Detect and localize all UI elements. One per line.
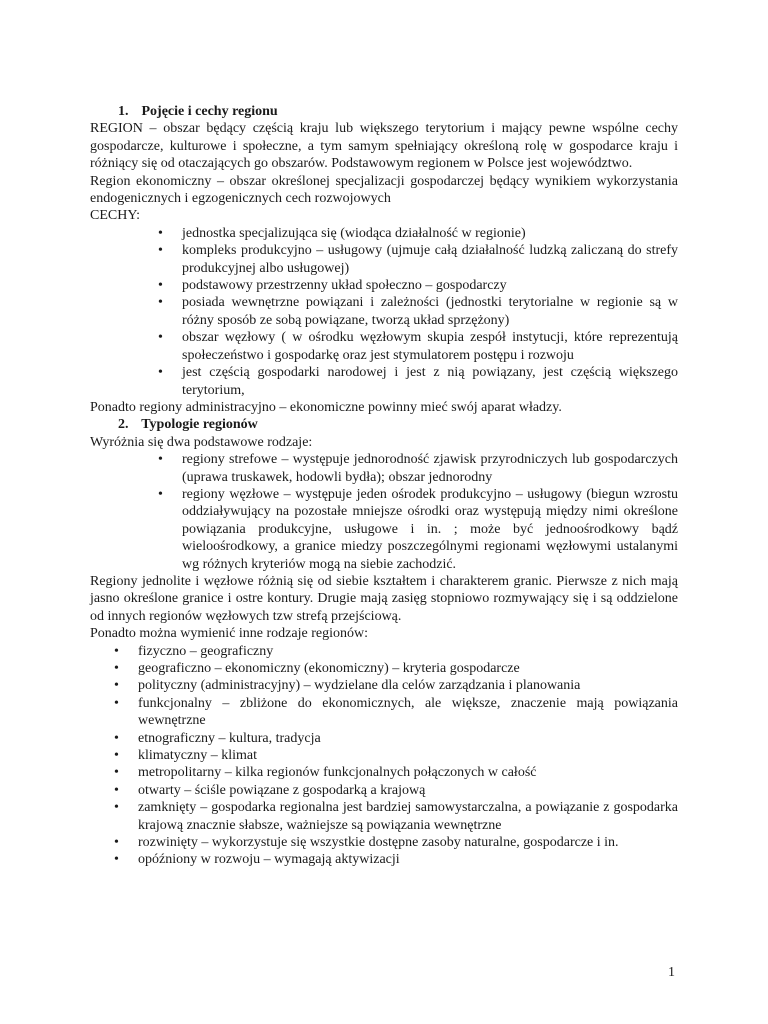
section-title: Pojęcie i cechy regionu [141, 104, 278, 119]
paragraph: REGION – obszar będący częścią kraju lub większego terytorium i mający pewne wspólne cechy gospodarcze, kulturowe i społeczne, a tym samym spełniający określoną rolę w gospodarce kraju i różniący się od otaczających go obszarów. Podstawowym regionem w Polsce jest województwo. [90, 121, 678, 172]
paragraph: Ponadto regiony administracyjno – ekonomiczne powinny mieć swój aparat władzy. [90, 399, 562, 415]
section-heading-2 [90, 416, 678, 433]
list-item: • regiony węzłowe – występuje jeden ośrodek produkcyjno – usługowy (biegun wzrostu oddziaływujący na pozostałe mniejsze ośrodki oraz występują między nimi określone powiązania produkcyjne, usługowe i in. ; może być jednoośrodkowy bądź wieloośrodkowy, a granice miedzy poszczególnymi regionami węzłowymi ustalanymi wg różnych kryteriów mogą na siebie zachodzić. [90, 486, 678, 573]
document-page [90, 103, 678, 869]
cechy-label: CECHY: [90, 208, 141, 224]
list-item: • metropolitarny – kilka regionów funkcjonalnych połączonych w całość [90, 764, 678, 781]
list-item: • geograficzno – ekonomiczny (ekonomiczny) – kryteria gospodarcze [90, 660, 678, 677]
list-item: • polityczny (administracyjny) – wydzielane dla celów zarządzania i planowania [90, 677, 678, 694]
list-item: • podstawowy przestrzenny układ społeczno – gospodarczy [90, 277, 678, 294]
list-item: • etnograficzny – kultura, tradycja [90, 730, 678, 747]
paragraph: Region ekonomiczny – obszar określonej specjalizacji gospodarczej będący wynikiem wykorzystania endogenicznych i egzogenicznych cech rozwojowych [90, 173, 678, 207]
list-item: • jest częścią gospodarki narodowej i jest z nią powiązany, jest częścią większego terytorium, [90, 364, 678, 399]
page-number: 1 [668, 965, 675, 980]
list-item: • otwarty – ściśle powiązane z gospodarką a krajową [90, 782, 678, 799]
list-item: • klimatyczny – klimat [90, 747, 678, 764]
list-item: • rozwinięty – wykorzystuje się wszystkie dostępne zasoby naturalne, gospodarcze i in. [90, 834, 678, 851]
region-types-list [90, 451, 678, 573]
list-item: • funkcjonalny – zbliżone do ekonomicznych, ale większe, znaczenie mają powiązania wewnętrzne [90, 695, 678, 730]
list-item: • posiada wewnętrzne powiązani i zależności (jednostki terytorialne w regionie są w różny sposób ze sobą powiązane, tworzą układ sprzężony) [90, 294, 678, 329]
list-item: • zamknięty – gospodarka regionalna jest bardziej samowystarczalna, a powiązanie z gospodarka krajową znacznie słabsze, ważniejsze są powiązania wewnętrzne [90, 799, 678, 834]
section-title: Typologie regionów [141, 417, 258, 433]
list-item: • jednostka specjalizująca się (wiodąca działalność w regionie) [90, 225, 678, 242]
list-item: • kompleks produkcyjno – usługowy (ujmuje całą działalność ludzką zaliczaną do strefy produkcyjnej albo usługowej) [90, 242, 678, 277]
paragraph: Wyróżnia się dwa podstawowe rodzaje: [90, 434, 313, 450]
list-item: • obszar węzłowy ( w ośrodku węzłowym skupia zespół instytucji, które reprezentują społeczeństwo i gospodarkę oraz jest stymulatorem postępu i rozwoju [90, 329, 678, 364]
list-item: • opóźniony w rozwoju – wymagają aktywizacji [90, 851, 678, 868]
section-heading-1 [90, 103, 678, 120]
features-list [90, 225, 678, 399]
list-item: • regiony strefowe – występuje jednorodność zjawisk przyrodniczych lub gospodarczych (uprawa truskawek, hodowli bydła); obszar jednorodny [90, 451, 678, 486]
other-regions-list [90, 643, 678, 869]
section-number: 2. [118, 417, 129, 433]
section-number: 1. [118, 104, 129, 119]
paragraph: Ponadto można wymienić inne rodzaje regionów: [90, 626, 368, 642]
paragraph: Regiony jednolite i węzłowe różnią się od siebie kształtem i charakterem granic. Pierwsze z nich mają jasno określone granice i ostre kontury. Drugie mają zasięg stopniowo rozmywający się i są oddzielone od innych regionów węzłowych tzw strefą przejściową. [90, 573, 678, 624]
list-item: • fizyczno – geograficzny [90, 643, 678, 660]
